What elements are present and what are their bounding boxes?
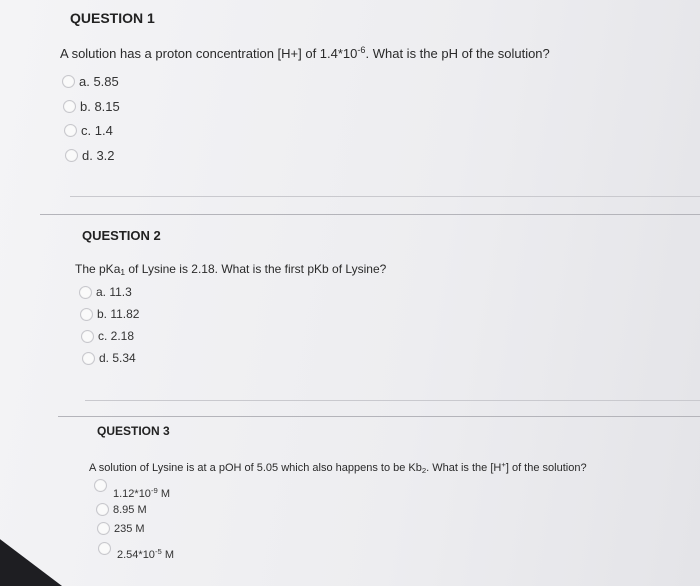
option-base: 1.12*10: [113, 488, 151, 501]
q3-option-c[interactable]: [97, 522, 145, 535]
option-exponent: -9: [150, 486, 158, 495]
option-label: 235 M: [114, 522, 145, 535]
question-3-superscript: +: [501, 460, 506, 469]
q3-option-d[interactable]: [98, 541, 174, 561]
question-1-text: [60, 45, 550, 61]
option-label: d. 5.34: [99, 351, 136, 365]
q1-option-b[interactable]: [63, 99, 120, 114]
radio-icon[interactable]: [65, 149, 78, 162]
q2-option-b[interactable]: [80, 307, 139, 321]
q2-option-a[interactable]: [79, 285, 132, 299]
radio-icon[interactable]: [79, 286, 92, 299]
option-base: 2.54*10: [117, 549, 155, 562]
option-unit: M: [157, 488, 171, 501]
radio-icon[interactable]: [64, 124, 77, 137]
option-label: b. 8.15: [80, 99, 120, 114]
radio-icon[interactable]: [80, 308, 93, 321]
option-label: b. 11.82: [97, 307, 140, 321]
option-label: a. 11.3: [96, 285, 132, 299]
question-1-text-part: . What is the pH of the solution?: [365, 46, 550, 61]
divider: [70, 196, 700, 197]
option-label: [117, 547, 174, 561]
radio-icon[interactable]: [81, 330, 94, 343]
q1-option-c[interactable]: [64, 123, 113, 138]
q2-option-c[interactable]: [81, 329, 134, 343]
radio-icon[interactable]: [62, 75, 75, 88]
question-3-text: [89, 460, 587, 475]
radio-icon[interactable]: [94, 479, 107, 492]
question-1-title: QUESTION 1: [70, 10, 155, 26]
question-3-text-part: ] of the solution?: [505, 462, 587, 475]
q2-option-d[interactable]: [82, 351, 136, 365]
radio-icon[interactable]: [82, 352, 95, 365]
option-label: d. 3.2: [82, 148, 115, 163]
option-label: 8.95 M: [113, 503, 147, 516]
question-2-subscript: 1: [120, 267, 126, 278]
q1-option-d[interactable]: [65, 148, 115, 163]
option-label: c. 1.4: [81, 123, 113, 138]
divider: [58, 416, 700, 417]
question-2-title: QUESTION 2: [82, 228, 161, 243]
question-2-text-part: of Lysine is 2.18. What is the first pKb of Lysine?: [125, 262, 387, 276]
divider: [40, 214, 700, 215]
radio-icon[interactable]: [98, 542, 111, 555]
q3-option-a[interactable]: [94, 478, 170, 500]
radio-icon[interactable]: [97, 522, 110, 535]
question-3-text-part: . What is the [H: [426, 462, 502, 475]
q1-option-a[interactable]: [62, 74, 119, 89]
question-2-text-part: The pKa: [75, 262, 121, 276]
question-3-text-part: A solution of Lysine is at a pOH of 5.05 which also happens to be Kb: [89, 462, 422, 475]
option-label: [113, 486, 170, 500]
question-2-text: [75, 262, 386, 277]
question-3-title: QUESTION 3: [97, 424, 170, 438]
option-label: a. 5.85: [79, 74, 119, 89]
divider: [85, 400, 700, 401]
question-1-exponent: -6: [357, 45, 366, 55]
question-3-subscript: 2: [421, 466, 427, 476]
radio-icon[interactable]: [63, 100, 76, 113]
question-1-text-part: A solution has a proton concentration [H+] of 1.4*10: [60, 46, 358, 61]
option-label: c. 2.18: [98, 329, 135, 343]
q3-option-b[interactable]: [96, 503, 147, 516]
radio-icon[interactable]: [96, 503, 109, 516]
option-exponent: -5: [154, 547, 162, 556]
option-unit: M: [161, 549, 175, 562]
